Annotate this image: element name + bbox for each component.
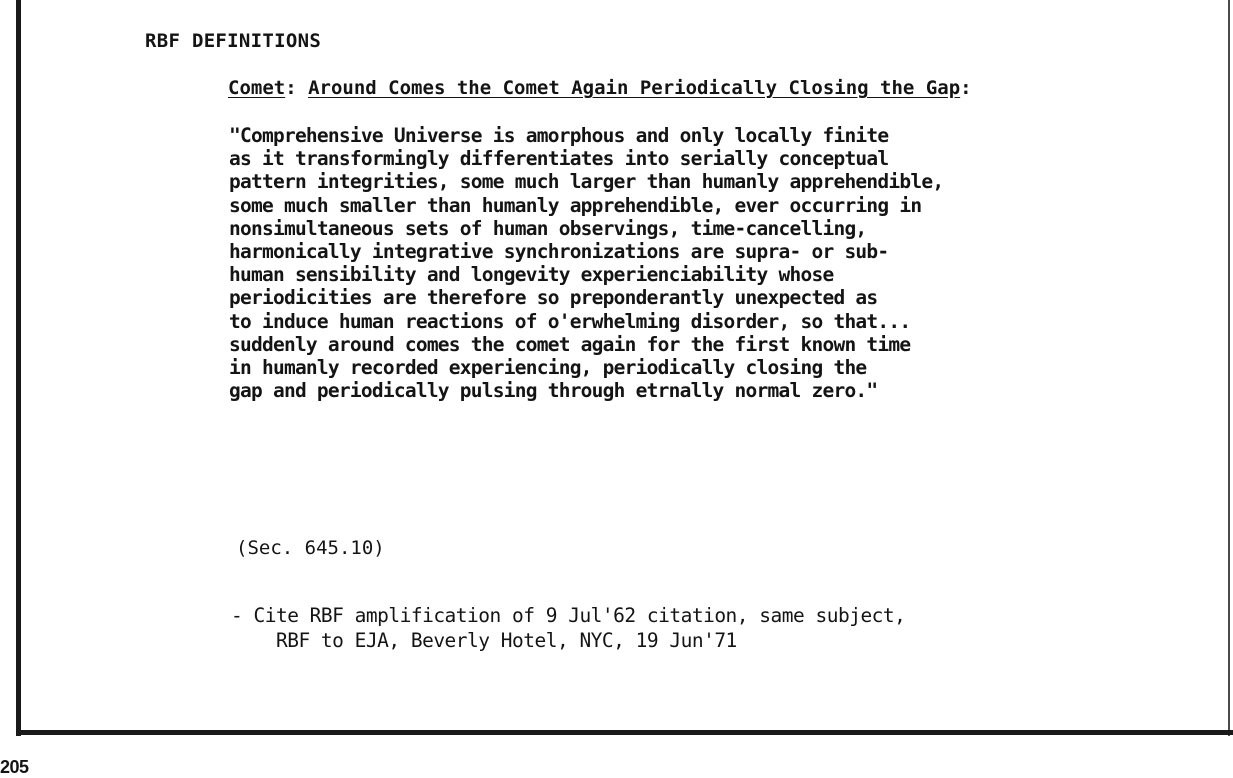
quote-line: "Comprehensive Universe is amorphous and only locally finite [229, 124, 889, 147]
citation-line: - Cite RBF amplification of 9 Jul'62 citation, same subject, [231, 604, 906, 627]
citation-line: RBF to EJA, Beverly Hotel, NYC, 19 Jun'71 [231, 629, 737, 652]
entry-subtitle: Around Comes the Comet Again Periodically Closing the Gap [308, 77, 961, 99]
entry-title [228, 77, 972, 99]
left-border-line [16, 0, 21, 736]
entry-subtitle-trailing: : [960, 77, 972, 99]
entry-term-separator: : [285, 77, 297, 99]
page-number: 205 [0, 757, 29, 777]
quote-line: human sensibility and longevity experienciability whose [229, 263, 834, 287]
quote-line: periodicities are therefore so preponderantly unexpected as [229, 286, 878, 310]
quote-line: gap and periodically pulsing through etrnally normal zero." [229, 379, 878, 403]
quote-line: to induce human reactions of o'erwhelming disorder, so that... [229, 309, 911, 333]
quote-line: pattern integrities, some much larger than humanly apprehendible, [229, 170, 944, 194]
quote-line: harmonically integrative synchronizations are supra- or sub- [229, 240, 889, 264]
right-border-line [1228, 0, 1230, 736]
page-heading: RBF DEFINITIONS [145, 30, 322, 52]
citation-note [231, 603, 905, 653]
definition-quote [229, 124, 1189, 402]
quote-line: in humanly recorded experiencing, periodically closing the [229, 356, 867, 380]
quote-line: as it transformingly differentiates into serially conceptual [229, 147, 889, 171]
bottom-border-line [16, 730, 1233, 735]
quote-line: nonsimultaneous sets of human observings, time-cancelling, [229, 216, 867, 240]
entry-term: Comet [228, 77, 286, 99]
section-reference: (Sec. 645.10) [236, 537, 385, 559]
quote-line: some much smaller than humanly apprehendible, ever occurring in [229, 193, 922, 217]
quote-line: suddenly around comes the comet again for the first known time [229, 332, 911, 356]
